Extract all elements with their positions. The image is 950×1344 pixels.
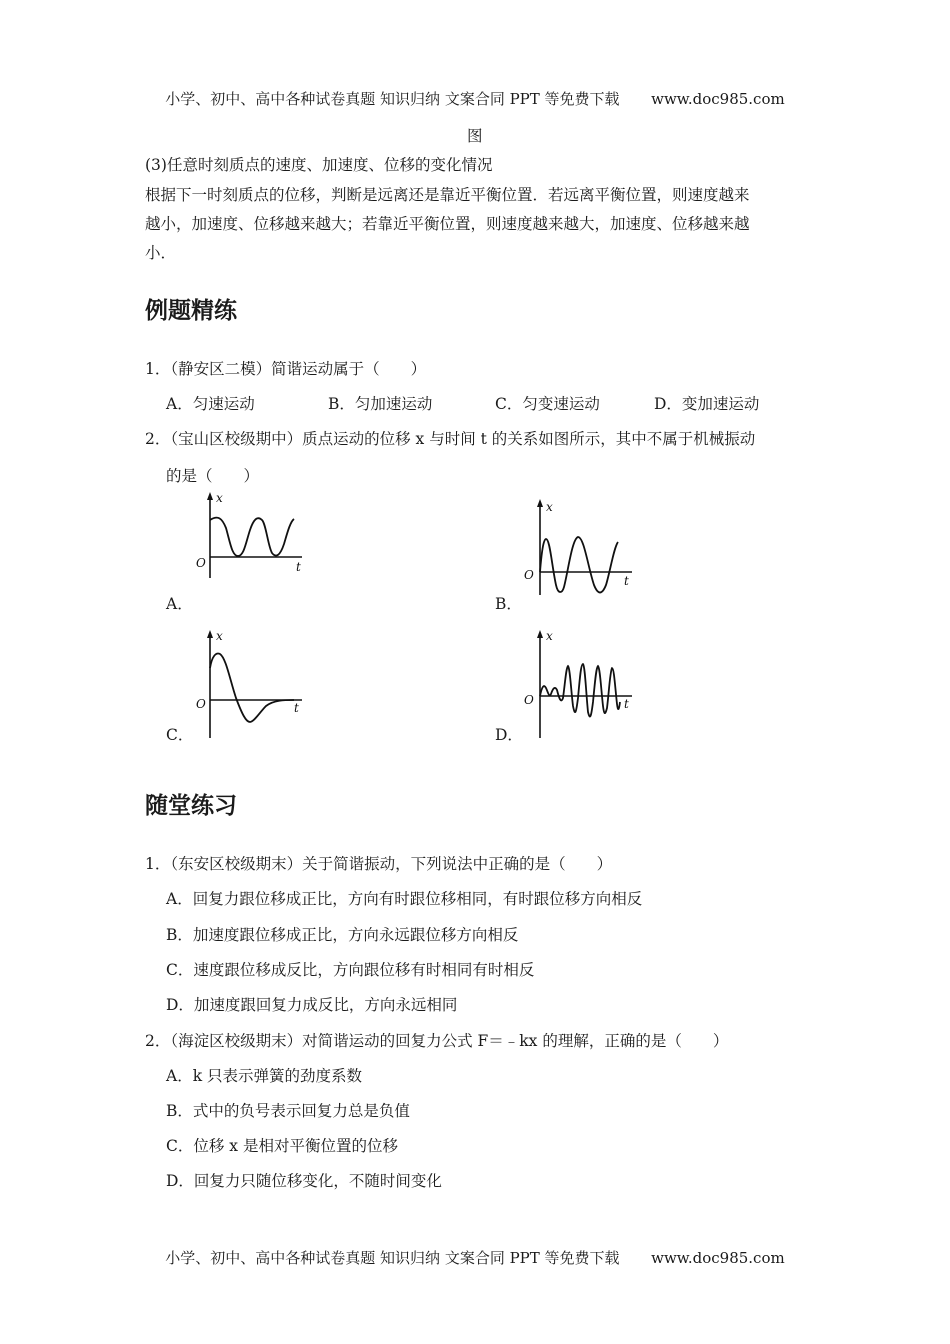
practice-q1-option-d[interactable]: D．加速度跟回复力成反比，方向永远相同 (166, 996, 458, 1014)
graph-c (190, 628, 310, 740)
graph-a-y-label: x (216, 491, 223, 505)
graph-b-y-arrow (537, 499, 543, 507)
graph-b-origin: O (524, 568, 534, 582)
section3-line1: 根据下一时刻质点的位移，判断是远离还是靠近平衡位置．若远离平衡位置，则速度越来 (145, 186, 750, 204)
graph-a-y-arrow (207, 492, 213, 500)
practice-q1-option-b[interactable]: B．加速度跟位移成正比，方向永远跟位移方向相反 (166, 926, 519, 944)
examples-heading: 例题精练 (145, 298, 237, 324)
graph-a-origin: O (196, 556, 206, 570)
graph-a-label[interactable]: A． (166, 595, 193, 613)
page-footer (0, 1247, 950, 1268)
graph-a-curve (210, 518, 294, 556)
practice-q1-option-a[interactable]: A．回复力跟位移成正比，方向有时跟位移相同，有时跟位移方向相反 (166, 890, 643, 908)
graph-b-x-label: t (624, 574, 629, 588)
graph-c-y-arrow (207, 630, 213, 638)
graph-c-label[interactable]: C． (166, 726, 194, 744)
graph-c-y-label: x (216, 629, 223, 643)
practice-q2-stem: 2．（海淀区校级期末）对简谐运动的回复力公式 F＝﹣kx 的理解，正确的是（ ） (145, 1032, 729, 1050)
practice-heading: 随堂练习 (145, 793, 237, 819)
graph-d-label[interactable]: D． (495, 726, 523, 744)
graph-d-x-label: t (624, 697, 629, 711)
header-url[interactable]: www.doc985.com (651, 90, 785, 108)
graph-c-x-label: t (294, 701, 299, 715)
example-q1-option-b[interactable]: B．匀加速运动 (328, 395, 433, 413)
practice-q2-option-d[interactable]: D．回复力只随位移变化，不随时间变化 (166, 1172, 442, 1190)
practice-q2-option-a[interactable]: A．k 只表示弹簧的劲度系数 (166, 1067, 363, 1085)
graph-d-y-label: x (546, 629, 553, 643)
practice-q2-option-c[interactable]: C．位移 x 是相对平衡位置的位移 (166, 1137, 398, 1155)
page-header (0, 88, 950, 109)
section3-line2: 越小，加速度、位移越来越大；若靠近平衡位置，则速度越来越大，加速度、位移越来越 (145, 215, 750, 233)
graph-d-origin: O (524, 693, 534, 707)
graph-a (190, 490, 310, 580)
example-q2-stem-line1: 2．（宝山区校级期中）质点运动的位移 x 与时间 t 的关系如图所示，其中不属于机械振动 (145, 430, 756, 448)
graph-a-x-label: t (296, 560, 301, 574)
footer-text: 小学、初中、高中各种试卷真题 知识归纳 文案合同 PPT 等免费下载 (165, 1249, 620, 1267)
graph-c-origin: O (196, 697, 206, 711)
example-q2-stem-line2: 的是（ ） (166, 467, 260, 485)
graph-b-curve (540, 537, 618, 593)
graph-c-curve (210, 654, 294, 722)
footer-url[interactable]: www.doc985.com (651, 1249, 785, 1267)
graph-d-y-arrow (537, 630, 543, 638)
graph-b (518, 497, 638, 597)
practice-q1-stem: 1．（东安区校级期末）关于简谐振动，下列说法中正确的是（ ） (145, 855, 613, 873)
section3-title: (3)任意时刻质点的速度、加速度、位移的变化情况 (145, 156, 493, 174)
header-text: 小学、初中、高中各种试卷真题 知识归纳 文案合同 PPT 等免费下载 (165, 90, 620, 108)
graph-d-curve (540, 664, 620, 717)
example-q1-option-c[interactable]: C．匀变速运动 (495, 395, 600, 413)
example-q1-stem: 1．（静安区二模）简谐运动属于（ ） (145, 360, 427, 378)
practice-q2-option-b[interactable]: B．式中的负号表示回复力总是负值 (166, 1102, 410, 1120)
graph-d (518, 628, 638, 740)
figure-caption: 图 (467, 127, 483, 145)
example-q1-option-a[interactable]: A．匀速运动 (166, 395, 255, 413)
graph-b-label[interactable]: B． (495, 595, 522, 613)
example-q1-option-d[interactable]: D．变加速运动 (654, 395, 760, 413)
section3-line3: 小． (145, 244, 177, 262)
graph-b-y-label: x (546, 500, 553, 514)
practice-q1-option-c[interactable]: C．速度跟位移成反比，方向跟位移有时相同有时相反 (166, 961, 535, 979)
